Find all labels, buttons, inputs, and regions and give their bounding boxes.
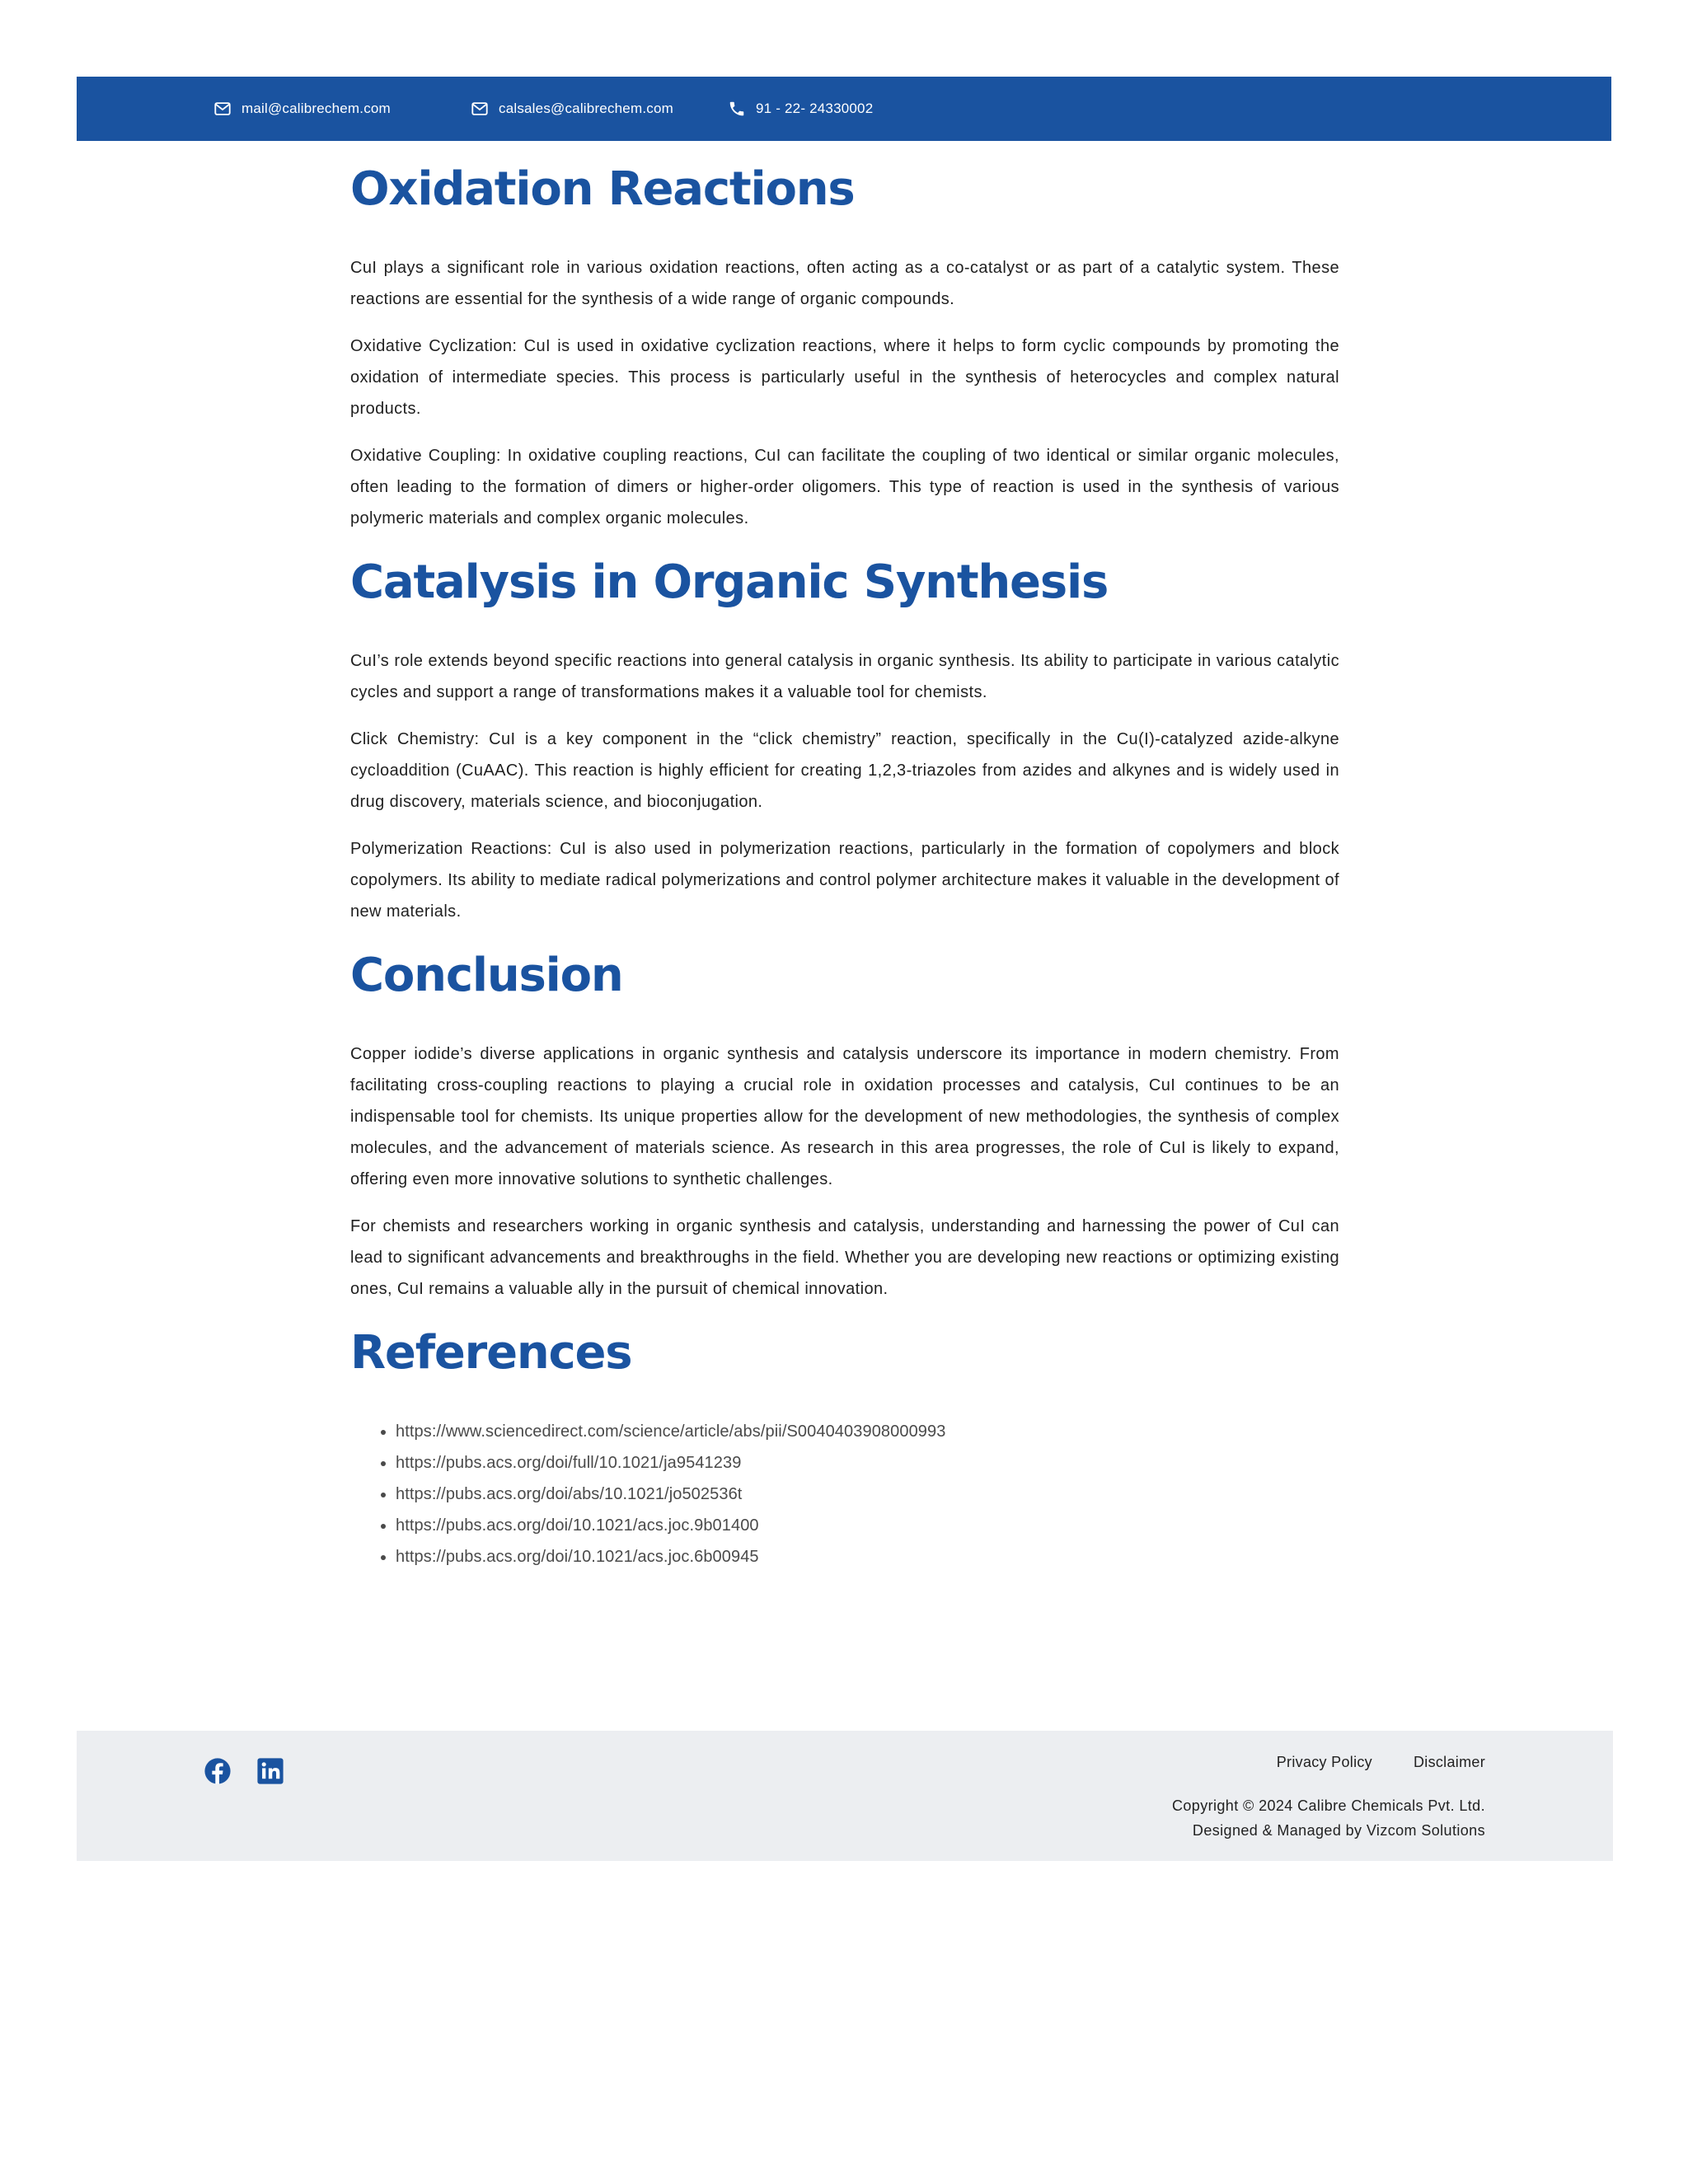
contact-phone[interactable] bbox=[728, 77, 873, 141]
paragraph: Oxidative Coupling: In oxidative coupling reactions, CuI can facilitate the coupling of two identical or similar organic molecules, often leading to the formation of dimers or higher-order oligomers. This type of reaction is used in the synthesis of various polymeric materials and complex organic molecules. bbox=[350, 447, 1339, 527]
paragraph: Click Chemistry: CuI is a key component in the “click chemistry” reaction, specifically in the Cu(I)-catalyzed azide-alkyne cycloaddition (CuAAC). This reaction is highly efficient for creating 1,2,3-triazoles from azides and alkynes and is widely used in drug discovery, materials science, and bioconjugation. bbox=[350, 730, 1339, 811]
section-catalysis bbox=[350, 550, 1339, 927]
section-conclusion bbox=[350, 943, 1339, 1305]
paragraph: Oxidative Cyclization: CuI is used in oxidative cyclization reactions, where it helps to form cyclic compounds by promoting the oxidation of intermediate species. This process is particularly useful in the synthesis of heterocycles and complex natural products. bbox=[350, 337, 1339, 418]
reference-link[interactable]: https://pubs.acs.org/doi/10.1021/acs.joc.6b00945 bbox=[396, 1548, 759, 1566]
phone-link[interactable]: 91 - 22- 24330002 bbox=[756, 101, 874, 116]
reference-link[interactable]: https://pubs.acs.org/doi/abs/10.1021/jo502536t bbox=[396, 1485, 743, 1503]
phone-icon bbox=[728, 100, 746, 118]
facebook-link[interactable] bbox=[204, 1757, 232, 1785]
reference-item bbox=[396, 1510, 1339, 1541]
section-references bbox=[350, 1320, 1339, 1572]
section-heading: Oxidation Reactions bbox=[350, 162, 855, 216]
copyright-text: Copyright © 2024 Calibre Chemicals Pvt. Ltd. bbox=[1171, 1797, 1485, 1814]
reference-item bbox=[396, 1541, 1339, 1572]
linkedin-icon bbox=[256, 1757, 284, 1785]
paragraph: CuI’s role extends beyond specific reactions into general catalysis in organic synthesis. Its ability to participate in various catalytic cycles and support a range of transformations makes it a valuable tool for chemists. bbox=[350, 652, 1339, 701]
disclaimer-link[interactable]: Disclaimer bbox=[1413, 1754, 1485, 1770]
section-heading: Catalysis in Organic Synthesis bbox=[350, 555, 1109, 609]
article-content bbox=[350, 157, 1339, 1572]
reference-item bbox=[396, 1447, 1339, 1479]
paragraph: Polymerization Reactions: CuI is also used in polymerization reactions, particularly in the formation of copolymers and block copolymers. Its ability to mediate radical polymerizations and control polymer architecture makes it valuable in the development of new materials. bbox=[350, 840, 1339, 921]
section-heading: References bbox=[350, 1326, 632, 1380]
reference-item bbox=[396, 1479, 1339, 1510]
contact-email-main[interactable] bbox=[213, 77, 391, 141]
reference-link[interactable]: https://pubs.acs.org/doi/full/10.1021/ja9541239 bbox=[396, 1454, 742, 1472]
contact-email-sales[interactable] bbox=[471, 77, 673, 141]
email-link-sales[interactable]: calsales@calibrechem.com bbox=[499, 101, 673, 116]
reference-item bbox=[396, 1416, 1339, 1447]
site-footer bbox=[77, 1731, 1613, 1861]
paragraph: CuI plays a significant role in various oxidation reactions, often acting as a co-catalyst or as part of a catalytic system. These reactions are essential for the synthesis of a wide range of organic compounds. bbox=[350, 259, 1339, 308]
linkedin-link[interactable] bbox=[256, 1757, 284, 1785]
envelope-icon bbox=[471, 100, 489, 118]
paragraph: For chemists and researchers working in organic synthesis and catalysis, understanding and harnessing the power of CuI can lead to significant advancements and breakthroughs in the field. Whether you are developing new reactions or optimizing existing ones, CuI remains a valuable ally in the pursuit of chemical innovation. bbox=[350, 1217, 1339, 1298]
privacy-policy-link[interactable]: Privacy Policy bbox=[1276, 1754, 1372, 1770]
reference-link[interactable]: https://pubs.acs.org/doi/10.1021/acs.joc.9b01400 bbox=[396, 1516, 759, 1535]
email-link-main[interactable]: mail@calibrechem.com bbox=[241, 101, 391, 116]
designed-by-text: Designed & Managed by Vizcom Solutions bbox=[1192, 1822, 1485, 1839]
section-oxidation-reactions bbox=[350, 157, 1339, 534]
copyright-block bbox=[1172, 1793, 1485, 1843]
references-list bbox=[350, 1416, 1339, 1572]
envelope-icon bbox=[213, 100, 232, 118]
social-links bbox=[204, 1757, 284, 1785]
facebook-icon bbox=[204, 1757, 232, 1785]
top-contact-bar bbox=[77, 77, 1611, 141]
footer-links bbox=[1277, 1754, 1485, 1771]
paragraph: Copper iodide’s diverse applications in organic synthesis and catalysis underscore its importance in modern chemistry. From facilitating cross-coupling reactions to playing a crucial role in oxidation processes and catalysis, CuI continues to be an indispensable tool for chemists. Its unique properties allow for the development of new methodologies, the synthesis of complex molecules, and the advancement of materials science. As research in this area progresses, the role of CuI is likely to expand, offering even more innovative solutions to synthetic challenges. bbox=[350, 1045, 1339, 1188]
reference-link[interactable]: https://www.sciencedirect.com/science/article/abs/pii/S0040403908000993 bbox=[396, 1422, 946, 1441]
section-heading: Conclusion bbox=[350, 949, 623, 1002]
